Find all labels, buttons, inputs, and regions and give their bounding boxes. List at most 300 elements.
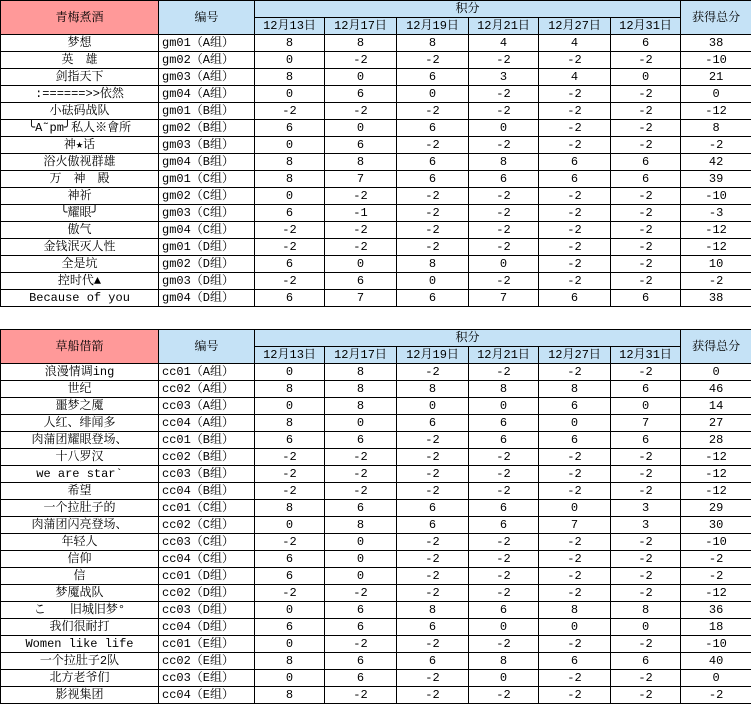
score-cell: 6 xyxy=(611,171,681,188)
score-cell: -2 xyxy=(539,534,611,551)
score-cell: 0 xyxy=(611,69,681,86)
score-cell: -2 xyxy=(469,364,539,381)
table-row xyxy=(1,534,751,551)
score-cell: 6 xyxy=(611,154,681,171)
score-cell: -2 xyxy=(469,52,539,69)
team-code-cell: cc01（B组） xyxy=(159,432,255,449)
score-cell: 0 xyxy=(325,120,397,137)
team-code-cell: cc03（D组） xyxy=(159,602,255,619)
score-cell: -2 xyxy=(539,52,611,69)
score-cell: 8 xyxy=(255,653,325,670)
score-cell: 0 xyxy=(255,86,325,103)
date-header: 12月21日 xyxy=(469,347,539,364)
score-cell: 8 xyxy=(397,381,469,398)
total-cell: 30 xyxy=(681,517,751,534)
date-header: 12月21日 xyxy=(469,18,539,35)
score-cell: 6 xyxy=(325,602,397,619)
total-cell: -12 xyxy=(681,585,751,602)
score-cell: 0 xyxy=(255,137,325,154)
score-cell: -2 xyxy=(325,636,397,653)
score-cell: -2 xyxy=(611,534,681,551)
score-cell: -2 xyxy=(397,222,469,239)
team-name-cell: 希望 xyxy=(1,483,159,500)
score-cell: 0 xyxy=(539,415,611,432)
score-cell: 6 xyxy=(539,398,611,415)
score-cell: 8 xyxy=(469,381,539,398)
score-cell: 6 xyxy=(539,154,611,171)
team-header: 青梅煮酒 xyxy=(1,1,159,35)
total-cell: -10 xyxy=(681,52,751,69)
total-cell: -12 xyxy=(681,222,751,239)
score-cell: -2 xyxy=(539,483,611,500)
score-cell: -2 xyxy=(611,636,681,653)
table-row xyxy=(1,273,751,290)
table-row xyxy=(1,188,751,205)
score-cell: 8 xyxy=(255,687,325,704)
total-cell: -12 xyxy=(681,466,751,483)
table-row xyxy=(1,636,751,653)
team-code-cell: gm02（C组） xyxy=(159,188,255,205)
team-name-cell: 信仰 xyxy=(1,551,159,568)
score-cell: -2 xyxy=(611,483,681,500)
team-name-cell: 全是坑 xyxy=(1,256,159,273)
table-row xyxy=(1,205,751,222)
score-cell: 8 xyxy=(255,415,325,432)
score-cell: 8 xyxy=(325,398,397,415)
team-name-cell: 信 xyxy=(1,568,159,585)
date-header: 12月19日 xyxy=(397,347,469,364)
score-cell: -2 xyxy=(539,188,611,205)
score-cell: -2 xyxy=(397,551,469,568)
team-code-cell: gm01（C组） xyxy=(159,171,255,188)
score-cell: 0 xyxy=(397,398,469,415)
score-cell: 0 xyxy=(539,619,611,636)
score-cell: 6 xyxy=(325,670,397,687)
score-cell: 4 xyxy=(469,35,539,52)
score-cell: 0 xyxy=(255,602,325,619)
table-row xyxy=(1,290,751,307)
score-cell: -2 xyxy=(255,103,325,120)
score-header: 积分 xyxy=(255,1,681,18)
team-name-cell: 噩梦之魇 xyxy=(1,398,159,415)
score-cell: -2 xyxy=(469,188,539,205)
team-name-cell: 傲气 xyxy=(1,222,159,239)
table-row xyxy=(1,222,751,239)
score-cell: -2 xyxy=(611,239,681,256)
score-cell: 6 xyxy=(325,653,397,670)
score-cell: 6 xyxy=(397,154,469,171)
score-cell: 8 xyxy=(255,35,325,52)
score-cell: -2 xyxy=(397,670,469,687)
total-cell: 18 xyxy=(681,619,751,636)
score-cell: -2 xyxy=(611,205,681,222)
score-cell: -2 xyxy=(469,551,539,568)
score-cell: 6 xyxy=(469,517,539,534)
score-cell: -2 xyxy=(325,52,397,69)
team-code-cell: cc02（B组） xyxy=(159,449,255,466)
team-name-cell: 梦魇战队 xyxy=(1,585,159,602)
score-cell: 8 xyxy=(469,653,539,670)
team-name-cell: 浪漫情调ing xyxy=(1,364,159,381)
score-cell: -2 xyxy=(325,239,397,256)
table-row xyxy=(1,86,751,103)
score-cell: 0 xyxy=(397,273,469,290)
score-cell: 6 xyxy=(255,551,325,568)
total-cell: -10 xyxy=(681,534,751,551)
team-code-cell: cc02（D组） xyxy=(159,585,255,602)
team-name-cell: 肉蒲团耀眼登场、 xyxy=(1,432,159,449)
total-cell: -3 xyxy=(681,205,751,222)
score-cell: 6 xyxy=(469,432,539,449)
score-cell: -2 xyxy=(325,687,397,704)
date-header: 12月31日 xyxy=(611,347,681,364)
score-cell: 8 xyxy=(397,256,469,273)
total-cell: 38 xyxy=(681,35,751,52)
score-cell: -2 xyxy=(325,483,397,500)
team-code-cell: gm02（B组） xyxy=(159,120,255,137)
total-cell: 46 xyxy=(681,381,751,398)
score-cell: -2 xyxy=(397,239,469,256)
table-row xyxy=(1,364,751,381)
score-cell: -2 xyxy=(325,585,397,602)
team-header: 草船借箭 xyxy=(1,330,159,364)
score-cell: 0 xyxy=(255,52,325,69)
score-cell: 6 xyxy=(397,171,469,188)
score-cell: -2 xyxy=(255,449,325,466)
score-cell: -2 xyxy=(255,483,325,500)
score-cell: 7 xyxy=(325,171,397,188)
team-code-cell: cc01（A组） xyxy=(159,364,255,381)
table-row xyxy=(1,103,751,120)
score-cell: 7 xyxy=(539,517,611,534)
score-cell: 8 xyxy=(539,602,611,619)
team-name-cell: 北方老爷们 xyxy=(1,670,159,687)
score-cell: 6 xyxy=(397,653,469,670)
team-name-cell: :======>>依然 xyxy=(1,86,159,103)
total-cell: -10 xyxy=(681,636,751,653)
score-cell: 7 xyxy=(325,290,397,307)
score-cell: -2 xyxy=(539,585,611,602)
score-cell: 6 xyxy=(539,653,611,670)
score-cell: 4 xyxy=(539,69,611,86)
team-name-cell: Women like life xyxy=(1,636,159,653)
score-cell: 6 xyxy=(539,290,611,307)
score-cell: 0 xyxy=(255,398,325,415)
score-cell: -2 xyxy=(397,534,469,551)
score-cell: 6 xyxy=(397,619,469,636)
score-cell: 7 xyxy=(611,415,681,432)
total-cell: 29 xyxy=(681,500,751,517)
total-cell: -12 xyxy=(681,449,751,466)
table-row xyxy=(1,653,751,670)
score-cell: -2 xyxy=(539,636,611,653)
score-cell: -2 xyxy=(469,585,539,602)
score-cell: 4 xyxy=(539,35,611,52)
team-name-cell: 梦想 xyxy=(1,35,159,52)
total-cell: 36 xyxy=(681,602,751,619)
score-cell: 0 xyxy=(325,551,397,568)
score-cell: -2 xyxy=(397,432,469,449)
score-cell: 0 xyxy=(469,619,539,636)
score-cell: -2 xyxy=(469,687,539,704)
team-name-cell: 一个拉肚子2队 xyxy=(1,653,159,670)
score-cell: 0 xyxy=(469,670,539,687)
total-cell: 10 xyxy=(681,256,751,273)
team-name-cell: 人红、绯闻多 xyxy=(1,415,159,432)
score-cell: -2 xyxy=(539,222,611,239)
score-cell: 6 xyxy=(255,290,325,307)
team-code-cell: gm02（A组） xyxy=(159,52,255,69)
score-cell: 0 xyxy=(469,398,539,415)
score-cell: 8 xyxy=(255,154,325,171)
table-row xyxy=(1,239,751,256)
score-cell: 6 xyxy=(469,602,539,619)
team-name-cell: 一个拉肚子的 xyxy=(1,500,159,517)
team-name-cell: こ 旧城旧梦° xyxy=(1,602,159,619)
score-cell: -2 xyxy=(611,687,681,704)
score-cell: -2 xyxy=(611,466,681,483)
team-name-cell: 年轻人 xyxy=(1,534,159,551)
score-cell: -2 xyxy=(611,273,681,290)
team-code-cell: gm03（D组） xyxy=(159,273,255,290)
score-cell: 8 xyxy=(325,154,397,171)
date-header: 12月13日 xyxy=(255,347,325,364)
score-cell: 0 xyxy=(397,86,469,103)
score-cell: -2 xyxy=(611,103,681,120)
score-cell: -2 xyxy=(611,86,681,103)
score-cell: 0 xyxy=(325,256,397,273)
total-cell: 0 xyxy=(681,364,751,381)
table-row xyxy=(1,415,751,432)
date-header: 12月27日 xyxy=(539,347,611,364)
total-cell: -10 xyxy=(681,188,751,205)
score-cell: -2 xyxy=(539,120,611,137)
table-row xyxy=(1,137,751,154)
team-code-cell: gm04（A组） xyxy=(159,86,255,103)
table-row xyxy=(1,551,751,568)
team-code-cell: gm04（C组） xyxy=(159,222,255,239)
score-cell: 6 xyxy=(255,568,325,585)
team-code-cell: gm03（A组） xyxy=(159,69,255,86)
score-cell: -2 xyxy=(611,670,681,687)
team-name-cell: 万 神 殿 xyxy=(1,171,159,188)
score-cell: -2 xyxy=(255,273,325,290)
score-cell: 0 xyxy=(325,69,397,86)
score-cell: 3 xyxy=(611,500,681,517)
score-cell: 3 xyxy=(611,517,681,534)
score-cell: 6 xyxy=(255,256,325,273)
team-name-cell: 十八罗汉 xyxy=(1,449,159,466)
score-cell: 8 xyxy=(325,35,397,52)
score-cell: 8 xyxy=(255,69,325,86)
table-row xyxy=(1,466,751,483)
score-cell: 6 xyxy=(255,432,325,449)
score-cell: 8 xyxy=(325,364,397,381)
score-cell: 8 xyxy=(397,602,469,619)
score-cell: -2 xyxy=(255,466,325,483)
table-row xyxy=(1,585,751,602)
team-name-cell: 金钱泯灭人性 xyxy=(1,239,159,256)
score-cell: -2 xyxy=(539,449,611,466)
score-cell: 0 xyxy=(255,364,325,381)
score-cell: 0 xyxy=(325,568,397,585)
team-code-cell: cc04（E组） xyxy=(159,687,255,704)
score-cell: 0 xyxy=(255,517,325,534)
score-cell: -2 xyxy=(611,222,681,239)
score-cell: -2 xyxy=(611,188,681,205)
score-cell: -2 xyxy=(611,52,681,69)
table-row xyxy=(1,602,751,619)
score-cell: -2 xyxy=(611,449,681,466)
total-cell: 14 xyxy=(681,398,751,415)
score-cell: -2 xyxy=(325,466,397,483)
score-cell: -2 xyxy=(397,636,469,653)
score-cell: 8 xyxy=(539,381,611,398)
total-cell: -2 xyxy=(681,568,751,585)
score-cell: 8 xyxy=(255,171,325,188)
score-cell: 6 xyxy=(611,290,681,307)
table-row xyxy=(1,154,751,171)
table-row xyxy=(1,256,751,273)
score-cell: 6 xyxy=(539,432,611,449)
team-code-cell: cc02（E组） xyxy=(159,653,255,670)
table-row xyxy=(1,52,751,69)
score-cell: -2 xyxy=(325,188,397,205)
score-cell: -2 xyxy=(469,86,539,103)
team-code-cell: gm01（B组） xyxy=(159,103,255,120)
date-header: 12月17日 xyxy=(325,18,397,35)
date-header: 12月31日 xyxy=(611,18,681,35)
score-cell: 0 xyxy=(611,619,681,636)
score-cell: -2 xyxy=(539,568,611,585)
score-cell: -2 xyxy=(539,205,611,222)
team-code-cell: gm03（C组） xyxy=(159,205,255,222)
score-cell: 6 xyxy=(325,619,397,636)
score-cell: -2 xyxy=(325,103,397,120)
score-cell: 6 xyxy=(397,69,469,86)
score-cell: 6 xyxy=(397,415,469,432)
score-cell: -2 xyxy=(397,687,469,704)
team-name-cell: 我们很耐打 xyxy=(1,619,159,636)
score-cell: -2 xyxy=(397,585,469,602)
table-row xyxy=(1,381,751,398)
total-cell: 8 xyxy=(681,120,751,137)
team-name-cell: 神祈 xyxy=(1,188,159,205)
score-header: 积分 xyxy=(255,330,681,347)
score-cell: -2 xyxy=(469,205,539,222)
score-cell: 6 xyxy=(325,273,397,290)
score-cell: 0 xyxy=(325,534,397,551)
score-cell: 6 xyxy=(611,35,681,52)
score-cell: 6 xyxy=(397,500,469,517)
score-cell: 6 xyxy=(611,653,681,670)
score-cell: -2 xyxy=(611,568,681,585)
score-cell: 0 xyxy=(255,636,325,653)
table-row xyxy=(1,619,751,636)
score-cell: 6 xyxy=(255,619,325,636)
table-row xyxy=(1,670,751,687)
score-cell: -2 xyxy=(539,239,611,256)
table-row xyxy=(1,69,751,86)
score-cell: -2 xyxy=(539,364,611,381)
team-name-cell: 英 雄 xyxy=(1,52,159,69)
score-cell: -2 xyxy=(397,188,469,205)
total-cell: 39 xyxy=(681,171,751,188)
score-cell: -2 xyxy=(397,568,469,585)
score-cell: -2 xyxy=(397,483,469,500)
table-row xyxy=(1,687,751,704)
score-cell: 0 xyxy=(255,670,325,687)
score-cell: 0 xyxy=(255,188,325,205)
total-cell: 27 xyxy=(681,415,751,432)
score-cell: 6 xyxy=(397,120,469,137)
total-cell: -2 xyxy=(681,551,751,568)
team-code-cell: cc03（A组） xyxy=(159,398,255,415)
score-cell: -2 xyxy=(611,120,681,137)
score-cell: -2 xyxy=(397,103,469,120)
score-cell: 8 xyxy=(611,602,681,619)
team-name-cell: 世纪 xyxy=(1,381,159,398)
total-cell: -12 xyxy=(681,483,751,500)
team-code-cell: cc04（B组） xyxy=(159,483,255,500)
score-cell: -2 xyxy=(397,449,469,466)
score-cell: 6 xyxy=(397,290,469,307)
score-cell: -2 xyxy=(469,222,539,239)
score-cell: -2 xyxy=(611,364,681,381)
team-code-cell: gm02（D组） xyxy=(159,256,255,273)
score-cell: -2 xyxy=(611,256,681,273)
code-header: 编号 xyxy=(159,330,255,364)
score-cell: -2 xyxy=(611,551,681,568)
team-name-cell: 小砝码战队 xyxy=(1,103,159,120)
team-name-cell: 浴火傲视群雄 xyxy=(1,154,159,171)
scoreboard-caochuan xyxy=(0,329,751,704)
score-cell: -2 xyxy=(469,483,539,500)
team-code-cell: cc01（E组） xyxy=(159,636,255,653)
team-code-cell: cc02（A组） xyxy=(159,381,255,398)
code-header: 编号 xyxy=(159,1,255,35)
score-cell: -2 xyxy=(469,273,539,290)
score-cell: -2 xyxy=(255,534,325,551)
team-name-cell: 肉蒲团闪亮登场、 xyxy=(1,517,159,534)
score-cell: 0 xyxy=(469,120,539,137)
total-cell: 0 xyxy=(681,670,751,687)
total-cell: 42 xyxy=(681,154,751,171)
total-cell: -12 xyxy=(681,103,751,120)
table-row xyxy=(1,483,751,500)
score-cell: -2 xyxy=(539,256,611,273)
score-cell: -2 xyxy=(539,86,611,103)
score-cell: -2 xyxy=(469,103,539,120)
team-code-cell: cc01（C组） xyxy=(159,500,255,517)
team-code-cell: gm04（D组） xyxy=(159,290,255,307)
team-code-cell: cc04（D组） xyxy=(159,619,255,636)
team-name-cell: 神★话 xyxy=(1,137,159,154)
score-cell: -2 xyxy=(325,449,397,466)
score-cell: -2 xyxy=(255,239,325,256)
total-cell: -12 xyxy=(681,239,751,256)
score-cell: 3 xyxy=(469,69,539,86)
score-cell: 8 xyxy=(325,517,397,534)
team-code-cell: cc01（D组） xyxy=(159,568,255,585)
team-name-cell: ╰耀眼╯ xyxy=(1,205,159,222)
score-cell: -2 xyxy=(539,551,611,568)
score-cell: 6 xyxy=(469,415,539,432)
total-cell: -2 xyxy=(681,137,751,154)
team-code-cell: cc04（C组） xyxy=(159,551,255,568)
team-name-cell: we are star` xyxy=(1,466,159,483)
team-code-cell: cc04（A组） xyxy=(159,415,255,432)
